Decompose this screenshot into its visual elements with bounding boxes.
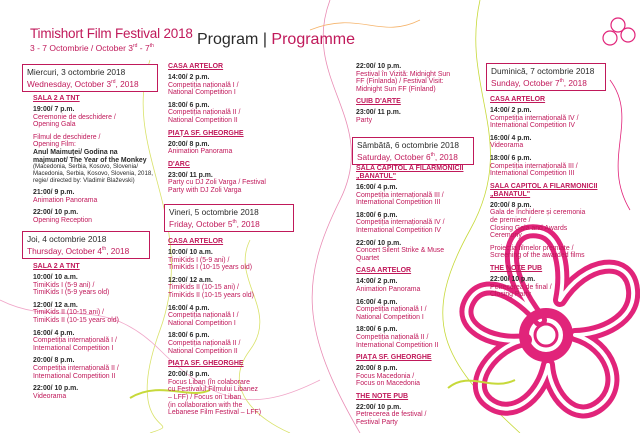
- thursday-schedule: [33, 263, 119, 405]
- event: 22:00/ 10 p.m. Petrecerea de final / Closing Party: [490, 275, 552, 299]
- venue-name: „BANATUL": [356, 173, 397, 180]
- event: 23:00/ 11 p.m. Party: [356, 109, 401, 124]
- day-header-thursday: Joi, 4 octombrie 2018 Thursday, October 4th, 2018: [22, 231, 150, 259]
- deco-curve: [310, 20, 420, 30]
- venue-name: CUIB D'ARTE: [356, 98, 401, 106]
- festival-dates: 3 - 7 Octombrie / October 3rd - 7th: [30, 43, 154, 53]
- event: 14:00/ 2 p.m. Competiția națională I / National Competition I: [168, 74, 239, 97]
- venue-name: CASA ARTELOR: [168, 63, 224, 70]
- event: 14:00/ 2 p.m. Competiția internațională IV / International Competition IV: [490, 107, 579, 130]
- event: 18:00/ 6 p.m. Competiția națională II / National Competition II: [168, 101, 241, 124]
- venue-name: CASA ARTELOR: [168, 238, 224, 245]
- event: Proiecția filmelor premiate / Screening of the awarded films: [490, 244, 585, 260]
- friday-schedule: [168, 238, 261, 422]
- venue-name: SALA CAPITOL A FILARMONICII: [490, 182, 598, 190]
- venue-name: PIAȚA SF. GHEORGHE: [356, 354, 432, 362]
- venue-name: PIAȚA SF. GHEORGHE: [168, 129, 244, 137]
- deco-curve: [312, 0, 360, 433]
- program-heading: Program | Programme: [197, 31, 355, 48]
- event: 21:00/ 9 p.m. Animation Panorama: [33, 189, 98, 204]
- event: 22:00/ 10 p.m. Videorama: [33, 385, 79, 400]
- event: 22:00/ 10 p.m. Festival în Vizită: Midnight Sun FF (Finlanda) / Festival Visit: Midnight Sun FF (Finland): [356, 63, 451, 93]
- event: 16:00/ 4 p.m. Competiția internațională I / International Competition I: [33, 329, 117, 352]
- venue-name: THE NOTE PUB: [490, 264, 543, 272]
- event: 10:00/ 10 a.m. TimiKids I (5-9 ani) / TimiKids I (5-9 years old): [33, 274, 110, 297]
- venue-name: „BANATUL": [490, 190, 531, 198]
- deco-curve: [610, 80, 630, 210]
- day-header-friday: Vineri, 5 octombrie 2018 Friday, October 5th, 2018: [164, 204, 294, 232]
- event: 20:00/ 8 p.m. Focus Macedonia / Focus on Macedonia: [356, 365, 420, 388]
- venue-name: CASA ARTELOR: [356, 267, 412, 275]
- venue-name: D'ARC: [168, 160, 190, 168]
- event: 20:00/ 8 p.m. Animation Panorama: [168, 140, 233, 156]
- venue-name: PIAȚA SF. GHEORGHE: [168, 360, 244, 368]
- event: 16:00/ 4 p.m. Competiția internațională III / International Competition III: [356, 184, 444, 207]
- event: 22:00/ 10 p.m. Petrecerea de festival / Festival Party: [356, 403, 427, 427]
- event: 18:00/ 6 p.m. Competiția națională II / National Competition II: [168, 332, 241, 355]
- event: 16:00/ 4 p.m. Videorama: [490, 134, 532, 150]
- event: 22:00/ 10 p.m. Opening Reception: [33, 209, 92, 225]
- venue-name: SALA 2 A TNT: [33, 263, 80, 270]
- festival-title: Timishort Film Festival 2018: [30, 26, 193, 41]
- event: Filmul de deschidere / Opening Film: Anul Maimuței/ Godina na majmunot/ The Year of the Monkey (Macedonia, Serbia, Kosovo, Slovenia/ Macedonia, Serbia, Kosovo, Slovenia, 2018, regie/ directed by: Vladimir Blaževski): [33, 133, 153, 184]
- event: 14:00/ 2 p.m. Animation Panorama: [356, 278, 421, 293]
- small-flower-icon: [603, 18, 635, 45]
- event: 16:00/ 4 p.m. Competiția națională I / National Competition I: [356, 298, 427, 321]
- event: 22:00/ 10 p.m. Concert Silent Strike & Muse Quartet: [356, 239, 445, 262]
- event: 18:00/ 6 p.m. Competiția internațională IV / International Competition IV: [356, 211, 445, 234]
- venue-name: THE NOTE PUB: [356, 392, 409, 400]
- venue-name: SALA CAPITOL A FILARMONICII: [356, 165, 464, 172]
- day-header-sunday: Duminică, 7 octombrie 2018 Sunday, October 7th, 2018: [486, 63, 606, 91]
- event: 18:00/ 6 p.m. Competiția națională II / International Competition II: [356, 326, 439, 349]
- thursday-schedule-cont: [168, 63, 266, 200]
- event: 23:00/ 11 p.m. Party cu DJ Zoli Varga / Festival Party with DJ Zoli Varga: [168, 171, 266, 194]
- day-header-wednesday: Miercuri, 3 octombrie 2018 Wednesday, October 3rd, 2018: [22, 64, 158, 92]
- event: 12:00/ 12 a.m. TimiKids II (10-15 ani) / TimiKids II (10-15 years old): [168, 276, 254, 299]
- sunday-schedule: [490, 96, 597, 304]
- friday-schedule-cont: [356, 63, 450, 130]
- venue-name: SALA 2 A TNT: [33, 95, 80, 102]
- event: 18:00/ 6 p.m. Competiția internațională III / International Competition III: [490, 154, 578, 178]
- saturday-schedule: [356, 165, 463, 432]
- event: 19:00/ 7 p.m. Ceremonie de deschidere / Opening Gala: [33, 106, 116, 129]
- venue-name: CASA ARTELOR: [490, 96, 546, 103]
- wednesday-schedule: [33, 95, 153, 230]
- event: 16:00/ 4 p.m. Competiția națională I / National Competition I: [168, 304, 239, 327]
- event: 12:00/ 12 a.m. TimiKids II (10-15 ani) / TimiKids II (10-15 years old): [33, 301, 119, 324]
- event: 20:00/ 8 p.m. Competiția internațională II / International Competition II: [33, 357, 119, 380]
- event: 20:00/ 8 p.m. Focus Liban (în colaborare cu Festivalul Filmului Libanez – LFF) / Focus on Liban (in collaboration with the Lebanese Film Festival – LFF): [168, 371, 262, 417]
- event: 10:00/ 10 a.m. TimiKids I (5-9 ani) / TimiKids I (10-15 years old): [168, 249, 252, 272]
- event: 20:00/ 8 p.m. Gala de închidere și ceremonia de premiere / Closing Gala and Awards Ceremony: [490, 201, 586, 240]
- day-header-saturday: Sâmbătă, 6 octombrie 2018 Saturday, October 6th, 2018: [352, 137, 474, 165]
